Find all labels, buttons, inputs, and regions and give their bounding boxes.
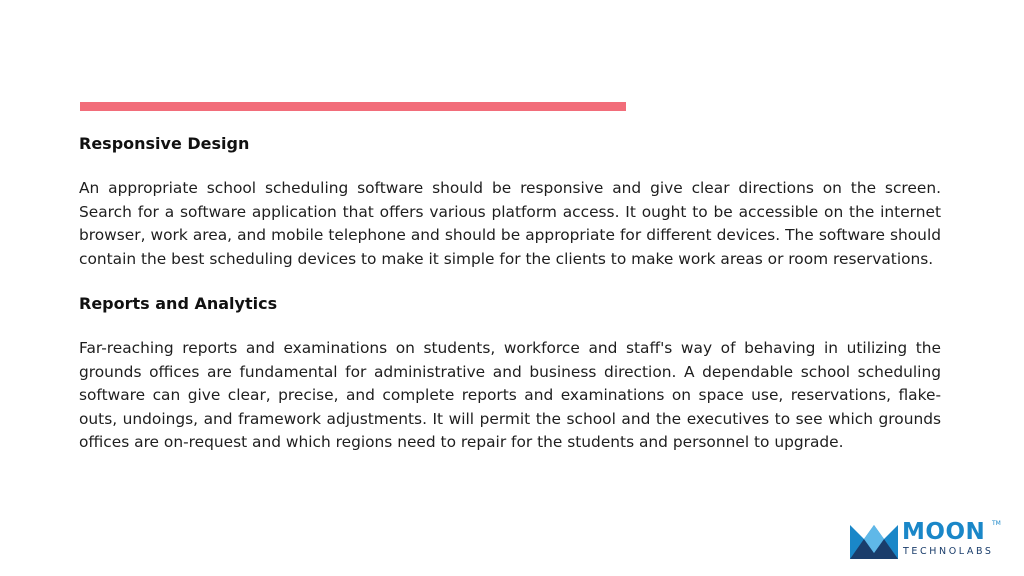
section-heading-responsive-design: Responsive Design xyxy=(79,134,250,153)
accent-bar xyxy=(80,102,626,111)
moon-technolabs-logo-icon xyxy=(850,523,898,559)
logo-trademark: TM xyxy=(992,520,1001,527)
section-body-responsive-design: An appropriate school scheduling software should be responsive and give clear directions on the screen. Search for a software application that offers various platform access. It ought to be accessible on the internet browser, work area, and mobile telephone and should be appropriate for different devices. The software should contain the best scheduling devices to make it simple for the clients to make work areas or room reservations. xyxy=(79,179,941,268)
spacer xyxy=(79,318,941,337)
spacer xyxy=(79,158,941,177)
section-heading-reports-analytics: Reports and Analytics xyxy=(79,294,278,313)
section-body-reports-analytics: Far-reaching reports and examinations on students, workforce and staff's way of behaving in utilizing the grounds offices are fundamental for administrative and business direction. A dependable school scheduling software can give clear, precise, and complete reports and examinations on space use, reservations, flake-outs, undoings, and framework adjustments. It will permit the school and the executives to see which grounds offices are on-request and which regions need to repair for the students and personnel to upgrade. xyxy=(79,339,941,451)
company-logo xyxy=(850,520,1010,560)
logo-subtitle: TECHNOLABS xyxy=(903,546,994,557)
content xyxy=(79,130,941,455)
spacer xyxy=(79,271,941,290)
logo-wordmark: MOON xyxy=(902,519,986,545)
